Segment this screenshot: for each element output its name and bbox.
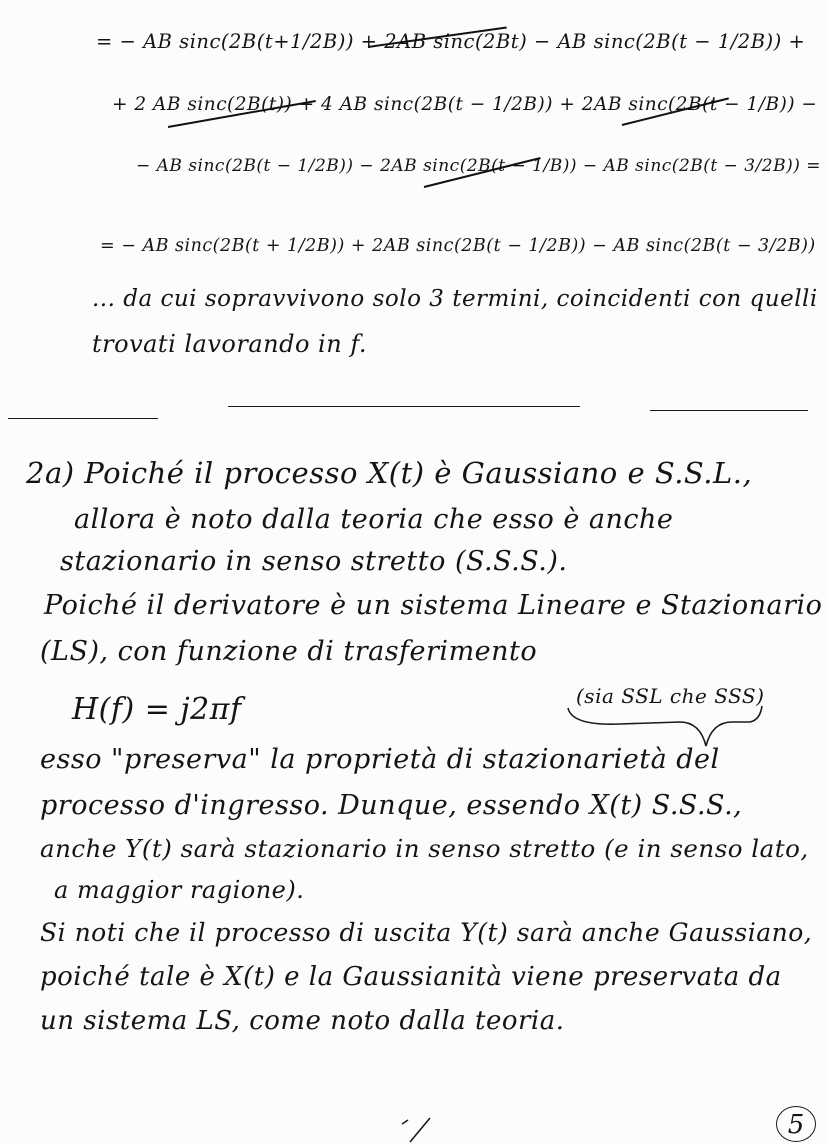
divider-left [8, 418, 158, 419]
equation-line-1: = − AB sinc(2B(t+1/2B)) + 2AB sinc(2Bt) − AB sinc(2B(t − 1/2B)) + [96, 30, 806, 53]
section-line-8: anche Y(t) sarà stazionario in senso stretto (e in senso lato, [40, 834, 809, 863]
section-line-9: a maggior ragione). [54, 876, 305, 904]
page-number: 5 [776, 1106, 816, 1142]
section-line-11: poiché tale è X(t) e la Gaussianità viene preservata da [40, 962, 782, 992]
equation-line-4: = − AB sinc(2B(t + 1/2B)) + 2AB sinc(2B(t − 1/2B)) − AB sinc(2B(t − 3/2B)) [100, 236, 816, 256]
transfer-function-formula: H(f) = j2πf [72, 692, 242, 727]
divider-right [650, 410, 808, 411]
section-line-6: esso "preserva" la proprietà di stazionarietà del [40, 744, 720, 775]
equation-line-3: − AB sinc(2B(t − 1/2B)) − 2AB sinc(2B(t − 1/B)) − AB sinc(2B(t − 3/2B)) = [136, 156, 822, 176]
section-line-3: stazionario in senso stretto (S.S.S.). [60, 546, 568, 577]
section-line-12: un sistema LS, come noto dalla teoria. [40, 1006, 565, 1036]
section-line-10: Si noti che il processo di uscita Y(t) sarà anche Gaussiano, [40, 918, 813, 947]
stationarity-annotation: (sia SSL che SSS) [576, 684, 765, 708]
section-line-2: allora è noto dalla teoria che esso è anche [74, 504, 674, 535]
pen-mark [396, 1112, 436, 1144]
section-line-1: 2a) Poiché il processo X(t) è Gaussiano e S.S.L., [26, 456, 753, 490]
conclusion-line-2: trovati lavorando in f. [92, 330, 367, 358]
section-line-4: Poiché il derivatore è un sistema Lineare e Stazionario [44, 590, 823, 621]
equation-line-2: + 2 AB sinc(2B(t)) + 4 AB sinc(2B(t − 1/2B)) + 2AB sinc(2B(t − 1/B)) − [112, 94, 818, 115]
section-line-7: processo d'ingresso. Dunque, essendo X(t) S.S.S., [40, 790, 743, 821]
section-line-5: (LS), con funzione di trasferimento [40, 636, 538, 667]
divider-center [228, 406, 580, 407]
conclusion-line-1: ... da cui sopravvivono solo 3 termini, coincidenti con quelli [92, 286, 818, 312]
